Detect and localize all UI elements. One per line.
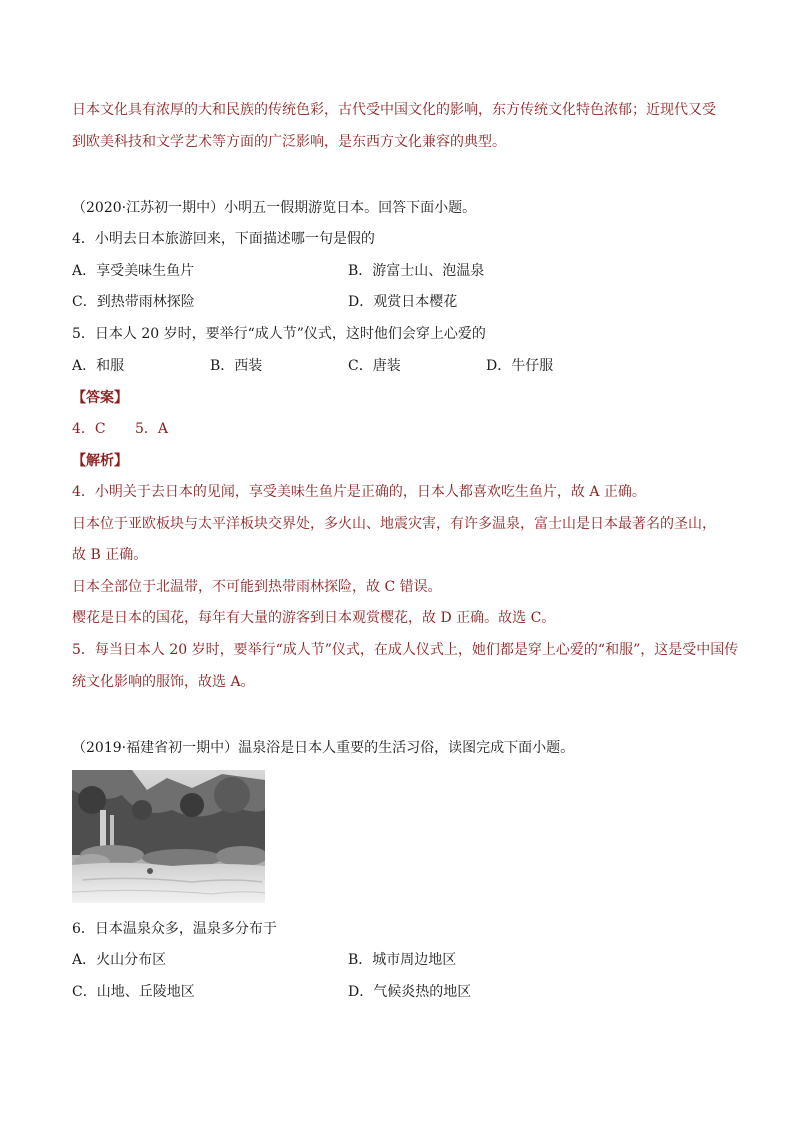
q4-option-b: B．游富士山、泡温泉: [348, 263, 485, 279]
section2-stem: （2019·福建省初一期中）温泉浴是日本人重要的生活习俗，读图完成下面小题。: [72, 740, 575, 756]
q5-option-c: C．唐装: [348, 358, 401, 374]
q4-option-a: A．享受美味生鱼片: [72, 263, 195, 279]
analysis-line-4: 日本全部位于北温带，不可能到热带雨林探险，故 C 错误。: [72, 579, 442, 595]
q5-option-a: A．和服: [72, 358, 125, 374]
section1-stem: （2020·江苏初一期中）小明五一假期游览日本。回答下面小题。: [72, 200, 477, 216]
answer-q4: 4．C: [72, 421, 106, 437]
q6-option-a: A．火山分布区: [72, 952, 167, 968]
analysis-line-6: 5．每当日本人 20 岁时，要举行“成人节”仪式，在成人仪式上，她们都是穿上心爱的“和服”，这是受中国传: [72, 642, 739, 658]
analysis-line-1: 4．小明关于去日本的见闻，享受美味生鱼片是正确的，日本人都喜欢吃生鱼片，故 A 正确。: [72, 484, 646, 500]
question-6: 6．日本温泉众多，温泉多分布于: [72, 921, 277, 937]
q5-option-d: D．牛仔服: [486, 358, 554, 374]
question-4: 4．小明去日本旅游回来，下面描述哪一句是假的: [72, 231, 375, 247]
q6-option-c: C．山地、丘陵地区: [72, 984, 195, 1000]
hot-spring-photo: [72, 770, 265, 903]
analysis-line-2: 日本位于亚欧板块与太平洋板块交界处，多火山、地震灾害，有许多温泉，富士山是日本最著名的圣山，: [72, 516, 716, 532]
analysis-line-3: 故 B 正确。: [72, 547, 148, 563]
intro-line-1: 日本文化具有浓厚的大和民族的传统色彩，古代受中国文化的影响，东方传统文化特色浓郁；近现代又受: [72, 102, 716, 118]
q5-option-b: B．西装: [210, 358, 263, 374]
q6-option-d: D．气候炎热的地区: [348, 984, 472, 1000]
analysis-label: 【解析】: [72, 453, 128, 469]
intro-line-2: 到欧美科技和文学艺术等方面的广泛影响，是东西方文化兼容的典型。: [72, 134, 506, 150]
q4-option-c: C．到热带雨林探险: [72, 294, 195, 310]
analysis-line-7: 统文化影响的服饰，故选 A。: [72, 674, 255, 690]
q6-option-b: B．城市周边地区: [348, 952, 457, 968]
answer-q5: 5．A: [135, 421, 169, 437]
answer-label: 【答案】: [72, 390, 128, 406]
q4-option-d: D．观赏日本樱花: [348, 294, 458, 310]
analysis-line-5: 樱花是日本的国花，每年有大量的游客到日本观赏樱花，故 D 正确。故选 C。: [72, 610, 556, 626]
question-5: 5．日本人 20 岁时，要举行“成人节”仪式，这时他们会穿上心爱的: [72, 326, 486, 342]
